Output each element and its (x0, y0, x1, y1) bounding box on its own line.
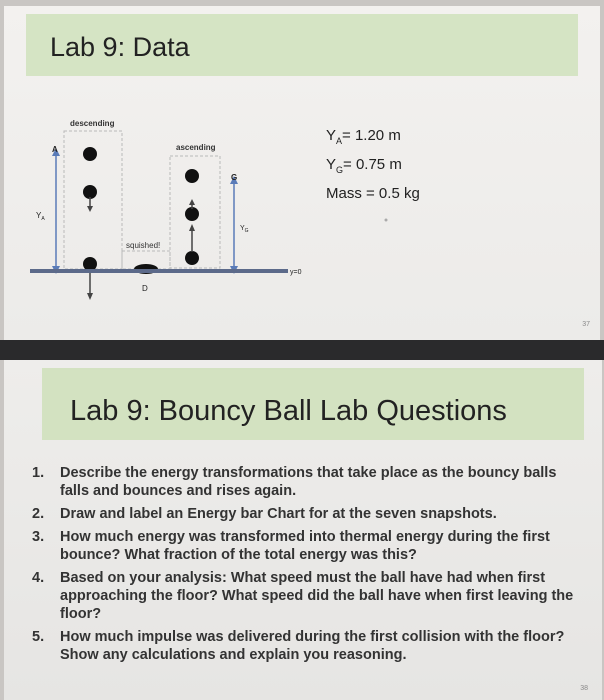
slide-lab9-data (4, 6, 600, 340)
slide-lab9-questions (4, 360, 602, 700)
list-item: 3. How much energy was transformed into thermal energy during the first bounce? What fraction of the total energy was this? (32, 529, 550, 563)
ya-axis-label: $Y_A$ (36, 211, 45, 222)
point-d-label: D (142, 284, 148, 293)
ya-value: $Y_A= 1.20$ m (326, 127, 401, 146)
ball-bounce-diagram (4, 6, 600, 340)
descending-label: descending (70, 119, 115, 128)
yg-axis-label: $Y_G$ (240, 225, 249, 234)
ascending-label: ascending (176, 143, 216, 152)
list-item: 5. How much impulse was delivered during the first collision with the floor? Show any calculations and explain you reasoning. (32, 629, 565, 663)
ball-b (83, 185, 97, 199)
point-a-label: A (52, 145, 58, 154)
lab-values (326, 124, 420, 205)
slide-divider (0, 340, 604, 360)
ball-g (185, 169, 199, 183)
point-g-label: G (231, 173, 238, 182)
y-zero-label: y=0 (290, 269, 302, 276)
slide-title-bar (42, 368, 584, 440)
squished-label: squished! (126, 241, 161, 250)
mass-value: Mass = 0.5 kg (326, 185, 420, 202)
slide-title: Lab 9: Data (50, 32, 190, 62)
list-item: 4. Based on your analysis: What speed must the ball have had when first approaching the floor? What speed did the ball have when first leaving the floor? (32, 570, 574, 622)
floor-line (30, 269, 288, 273)
question-list (30, 464, 586, 669)
list-item: 1. Describe the energy transformations that take place as the bouncy balls falls and bounces and rises again. (32, 465, 557, 499)
ball-a (83, 147, 97, 161)
slide-title: Lab 9: Bouncy Ball Lab Questions (70, 395, 507, 427)
slide-number: 37 (582, 321, 590, 328)
slide-number: 38 (580, 685, 588, 692)
ball-c (83, 257, 97, 271)
ball-e (185, 251, 199, 265)
yg-value: $Y_G= 0.75$ m (326, 156, 402, 175)
ball-f (185, 207, 199, 221)
list-item: 2. Draw and label an Energy bar Chart for at the seven snapshots. (32, 506, 497, 522)
